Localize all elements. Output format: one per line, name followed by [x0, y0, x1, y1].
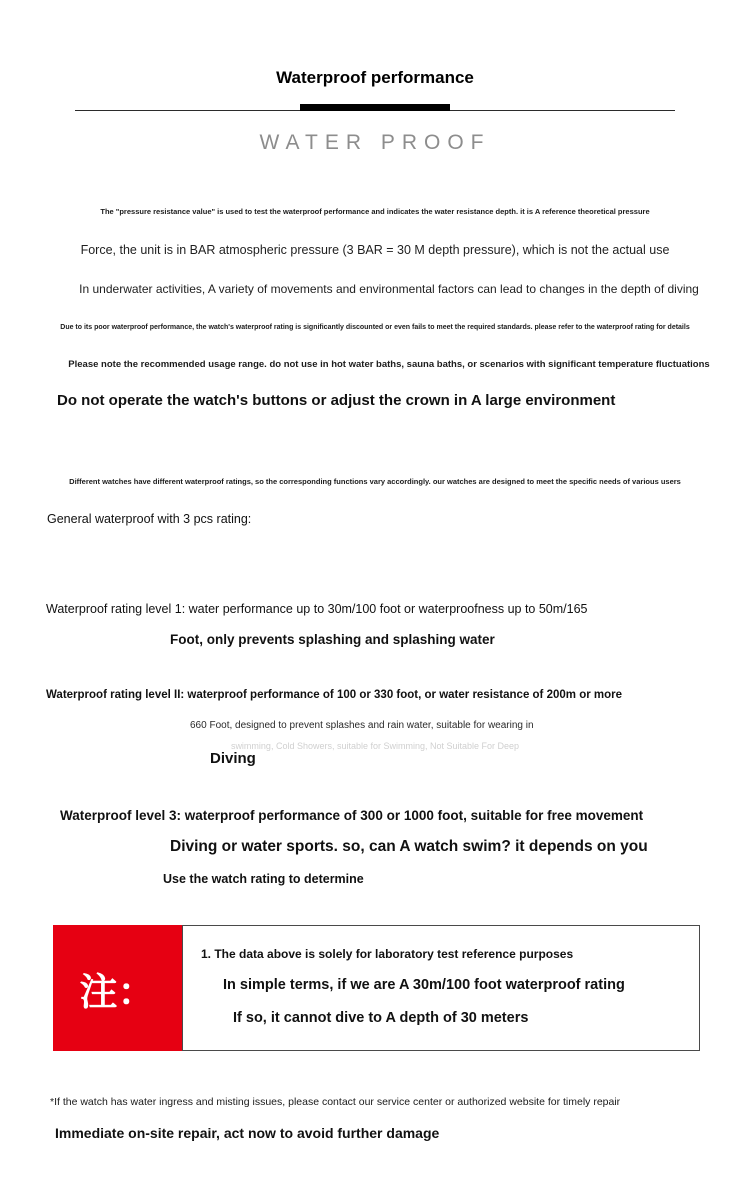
page-subtitle: WATER PROOF — [259, 131, 491, 154]
paragraph-discount-note: Due to its poor waterproof performance, the watch's waterproof rating is significantly discounted or even fails to meet the required standards. please refer to the waterproof rating for details — [60, 324, 690, 331]
note-line-2: In simple terms, if we are A 30m/100 foot waterproof rating — [223, 977, 625, 993]
rating-level2-line2: 660 Foot, designed to prevent splashes and rain water, suitable for wearing in — [190, 720, 534, 731]
divider-accent-bar — [300, 104, 450, 111]
rating-level3-line3: Use the watch rating to determine — [163, 872, 364, 886]
rating-level2-line3-faint: swimming, Cold Showers, suitable for Swimming, Not Suitable For Deep — [230, 741, 520, 751]
paragraph-force: Force, the unit is in BAR atmospheric pressure (3 BAR = 30 M depth pressure), which is not the actual use — [80, 243, 670, 257]
paragraph-pressure-note: The "pressure resistance value" is used to test the waterproof performance and indicates the water resistance depth. it is A reference theoretical pressure — [100, 207, 650, 216]
note-marker-badge: 注： — [53, 925, 182, 1051]
note-line-3: If so, it cannot dive to A depth of 30 meters — [233, 1010, 529, 1026]
footer-service-note: *If the watch has water ingress and misting issues, please contact our service center or authorized website for timely repair — [50, 1096, 621, 1108]
paragraph-usage-note: Please note the recommended usage range. do not use in hot water baths, sauna baths, or scenarios with significant temperature fluctuations — [68, 359, 710, 370]
note-box — [53, 925, 700, 1051]
page-title: Waterproof performance — [276, 68, 474, 87]
paragraph-variety-note: Different watches have different waterproof ratings, so the corresponding functions vary accordingly. our watches are designed to meet the specific needs of various users — [69, 477, 681, 486]
rating-level2-line4: Diving — [210, 750, 256, 767]
ratings-intro: General waterproof with 3 pcs rating: — [47, 512, 252, 526]
rating-level3-line2: Diving or water sports. so, can A watch swim? it depends on you — [170, 838, 648, 855]
note-content-panel — [182, 925, 700, 1051]
rating-level1-line2: Foot, only prevents splashing and splashing water — [170, 632, 495, 647]
paragraph-warning: Do not operate the watch's buttons or adjust the crown in A large environment — [57, 392, 616, 409]
footer-repair-note: Immediate on-site repair, act now to avoid further damage — [55, 1125, 440, 1141]
paragraph-underwater: In underwater activities, A variety of movements and environmental factors can lead to changes in the depth of diving — [79, 282, 699, 296]
rating-level3-line1: Waterproof level 3: waterproof performance of 300 or 1000 foot, suitable for free movement — [60, 808, 644, 823]
note-line-1: 1. The data above is solely for laboratory test reference purposes — [201, 947, 574, 961]
rating-level1-line1: Waterproof rating level 1: water performance up to 30m/100 foot or waterproofness up to 50m/165 — [46, 602, 588, 616]
rating-level2-line1: Waterproof rating level II: waterproof performance of 100 or 330 foot, or water resistance of 200m or more — [46, 689, 623, 701]
